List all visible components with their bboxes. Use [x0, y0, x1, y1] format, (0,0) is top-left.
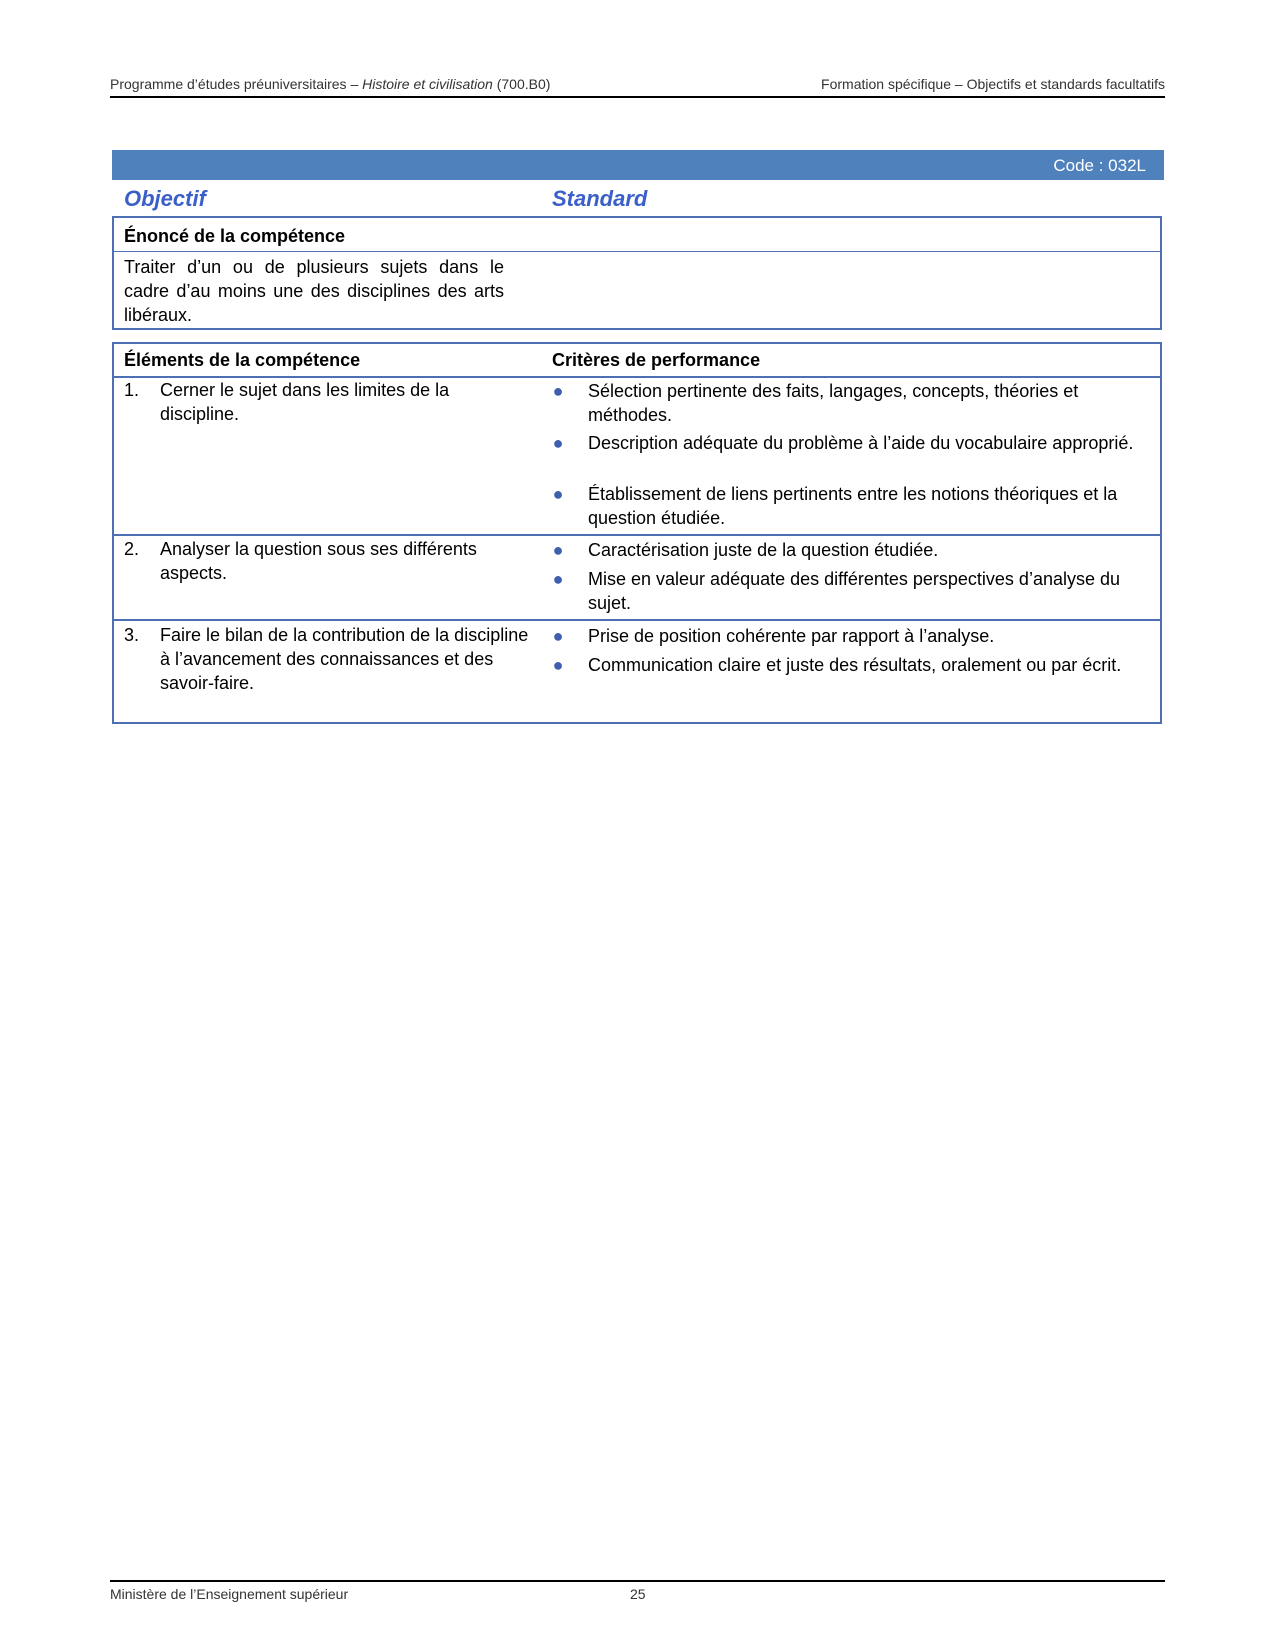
page-header [110, 76, 1165, 98]
bullet-icon: ● [552, 655, 564, 675]
enonce-box [112, 216, 1162, 330]
element-text: Cerner le sujet dans les limites de la discipline. [160, 380, 450, 424]
standard-heading: Standard [552, 186, 648, 211]
bullet-icon: ● [552, 540, 564, 560]
page-number: 25 [630, 1586, 646, 1602]
element-2 [124, 537, 529, 585]
criterion-text: Caractérisation juste de la question étudiée. [588, 540, 939, 560]
criterion-text: Mise en valeur adéquate des différentes perspectives d’analyse du sujet. [588, 569, 1121, 613]
header-program-prefix: Programme d’études préuniversitaires – [110, 76, 359, 92]
criterion-text: Établissement de liens pertinents entre les notions théoriques et la question étudiée. [588, 484, 1118, 528]
row-divider [114, 534, 1160, 536]
element-3 [124, 623, 529, 695]
competence-code: Code : 032L [1053, 156, 1146, 175]
bullet-icon: ● [552, 433, 564, 453]
criterion-2-2 [552, 567, 1152, 615]
criterion-text: Sélection pertinente des faits, langages, concepts, théories et méthodes. [588, 381, 1079, 425]
header-program-code: (700.B0) [496, 76, 551, 92]
header-section: Formation spécifique – Objectifs et standards facultatifs [821, 76, 1165, 92]
bullet-icon: ● [552, 626, 564, 646]
code-bar [112, 150, 1164, 180]
criterion-1-1 [552, 379, 1152, 427]
criterion-text: Prise de position cohérente par rapport à l’analyse. [588, 626, 995, 646]
element-text: Analyser la question sous ses différents aspects. [160, 539, 477, 583]
enonce-text: Traiter d’un ou de plusieurs sujets dans le cadre d’au moins une des disciplines des arts libéraux. [124, 257, 504, 325]
header-program [110, 76, 550, 92]
criterion-3-2 [552, 653, 1152, 677]
objectif-heading: Objectif [124, 186, 206, 211]
criterion-text: Description adéquate du problème à l’aide du vocabulaire approprié. [588, 433, 1134, 453]
criterion-1-2 [552, 431, 1152, 455]
bullet-icon: ● [552, 484, 564, 504]
header-program-title: Histoire et civilisation [362, 76, 493, 92]
element-number: 2. [124, 539, 140, 559]
criterion-2-1 [552, 538, 1152, 562]
element-text: Faire le bilan de la contribution de la discipline à l’avancement des connaissances et des savoir-faire. [160, 625, 529, 693]
enonce-divider [114, 251, 1160, 252]
element-number: 1. [124, 380, 140, 400]
bullet-icon: ● [552, 381, 564, 401]
competence-table [112, 342, 1162, 724]
row-divider [114, 619, 1160, 621]
criteria-heading: Critères de performance [552, 350, 761, 370]
criterion-1-3 [552, 482, 1152, 530]
elements-heading: Éléments de la compétence [124, 350, 361, 370]
bullet-icon: ● [552, 569, 564, 589]
criterion-3-1 [552, 624, 1152, 648]
enonce-title: Énoncé de la compétence [124, 226, 346, 246]
footer-ministry: Ministère de l’Enseignement supérieur [110, 1586, 349, 1602]
element-1 [124, 378, 529, 426]
element-number: 3. [124, 625, 140, 645]
page-footer [110, 1580, 1165, 1606]
criterion-text: Communication claire et juste des résultats, oralement ou par écrit. [588, 655, 1122, 675]
